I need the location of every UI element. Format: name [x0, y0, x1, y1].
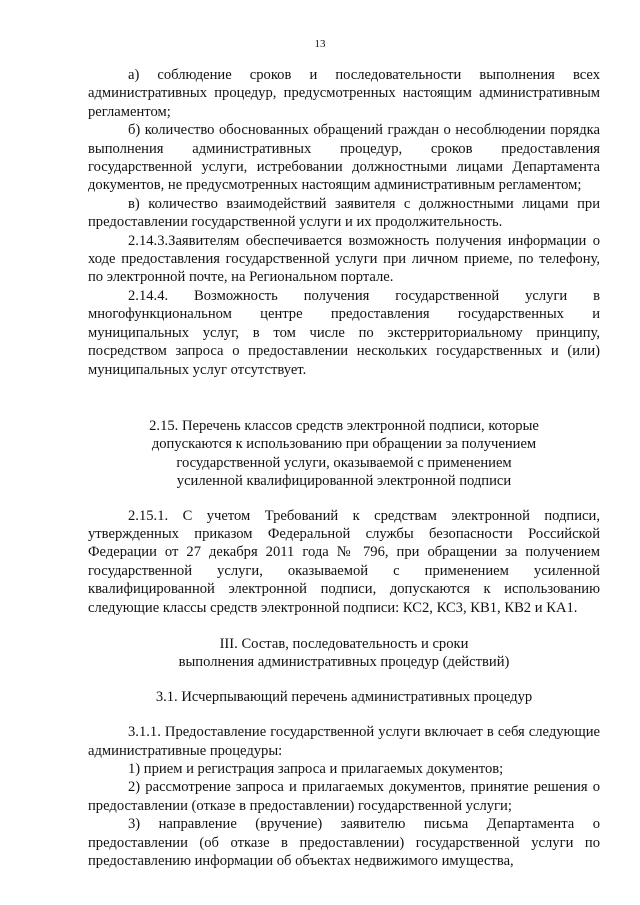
heading-line: 3.1. Исчерпывающий перечень административных процедур [155, 688, 533, 705]
list-item-3: 3) направление (вручение) заявителю письма Департамента о предоставлении (об отказе в предоставлении) государственной услуги по предоставлению информации об объектах недвижимого имущества, [88, 816, 600, 870]
paragraph-3-1-1: 3.1.1. Предоставление государственной услуги включает в себя следующие административные процедуры: [88, 724, 600, 759]
section-heading-3-1 [88, 688, 600, 706]
heading-line: усиленной квалифицированной электронной подписи [176, 473, 512, 490]
paragraph-2-14-b: б) количество обоснованных обращений граждан о несоблюдении порядка выполнения административных процедур, сроков предоставления государственной услуги, истребовании должностными лицами Департамента документов, не предусмотренных настоящим административным регламентом; [88, 122, 600, 194]
heading-line: допускаются к использованию при обращении за получением [151, 436, 537, 453]
heading-line: государственной услуги, оказываемой с применением [176, 454, 512, 471]
heading-line: выполнения административных процедур (действий) [178, 654, 510, 671]
list-item-1: 1) прием и регистрация запроса и прилагаемых документов; [128, 761, 504, 777]
section-heading-III [88, 635, 600, 672]
paragraph-2-14-4: 2.14.4. Возможность получения государственной услуги в многофункциональном центре предоставления государственных и муниципальных услуг, в том числе по экстерриториальному принципу, посредством запроса о предоставлении нескольких государственных и (или) муниципальных услуг отсутствует. [88, 287, 600, 378]
paragraph-2-15-1: 2.15.1. С учетом Требований к средствам электронной подписи, утвержденных приказом Федеральной службы безопасности Российской Федерации от 27 декабря 2011 года № 796, при обращении за получением государственной услуги, оказываемой с применением усиленной квалифицированной электронной подписи, допускаются к использованию следующие классы средств электронной подписи: КС2, КС3, КВ1, КВ2 и КА1. [88, 507, 600, 616]
section-heading-2-15 [88, 417, 600, 491]
heading-line: III. Состав, последовательность и сроки [219, 635, 469, 652]
paragraph-2-14-3: 2.14.3.Заявителям обеспечивается возможность получения информации о ходе предоставления государственной услуги при личном приеме, по телефону, по электронной почте, на Региональном портале. [88, 232, 600, 286]
page-number: 13 [314, 38, 326, 50]
paragraph-2-14-c: в) количество взаимодействий заявителя с должностными лицами при предоставлении государственной услуги и их продолжительность. [88, 195, 600, 231]
paragraph-2-14-a: а) соблюдение сроков и последовательности выполнения всех административных процедур, предусмотренных настоящим административным регламентом; [88, 67, 600, 120]
heading-line: 2.15. Перечень классов средств электронной подписи, которые [149, 417, 539, 434]
document-body [88, 66, 600, 870]
list-item-2: 2) рассмотрение запроса и прилагаемых документов, принятие решения о предоставлении (отказе в предоставлении) государственной услуги; [88, 779, 600, 814]
